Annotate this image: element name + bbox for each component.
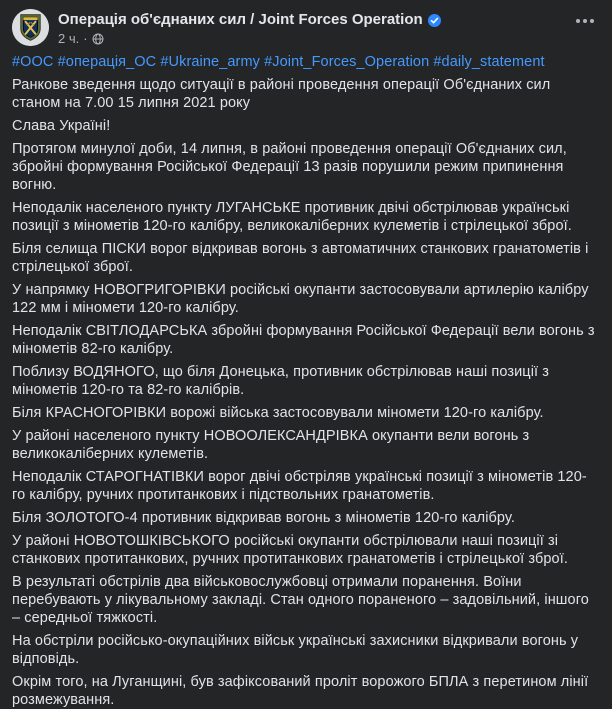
post-header [12, 9, 600, 46]
post-paragraph: Слава Україні! [12, 118, 111, 134]
post-paragraph: Біля ЗОЛОТОГО-4 противник відкривав вогонь з мінометів 120-го калібру. [12, 510, 515, 526]
globe-privacy-icon [92, 33, 104, 45]
page-name-link[interactable]: Операція об'єднаних сил / Joint Forces Operation [58, 11, 423, 28]
post-paragraph: В результаті обстрілів два військовослужбовці отримали поранення. Воїни перебувають у лікувальному закладі. Стан одного пораненого – задовільний, іншого – середньої тяжкості. [12, 574, 589, 626]
post-paragraph: Неподалік СВІТЛОДАРСЬКА збройні формування Російської Федерації вели вогонь з мінометів 82-го калібру. [12, 323, 595, 357]
post-paragraph: Неподалік СТАРОГНАТІВКИ ворог двічі обстріляв українські позиції з мінометів 120-го калібру, ручних протитанкових і підствольних гранатометів. [12, 469, 587, 503]
hashtag-line [12, 53, 600, 71]
post-paragraph: Біля КРАСНОГОРІВКИ ворожі війська застосовували міномети 120-го калібру. [12, 405, 544, 421]
post-options-button[interactable] [572, 13, 598, 29]
post-paragraph: На обстріли російсько-окупаційних військ українські захисники відкривали вогонь у відповідь. [12, 633, 579, 667]
timestamp[interactable]: 2 ч. [58, 31, 80, 46]
post-meta [58, 31, 441, 46]
post-paragraph: У районі НОВОТОШКІВСЬКОГО російські окупанти обстрілювали наші позиції зі станкових протитанкових, ручних протитанкових гранатометів і стрілецької зброї. [12, 533, 568, 567]
meta-separator: · [83, 31, 88, 46]
post-paragraph: У районі населеного пункту НОВООЛЕКСАНДРІВКА окупанти вели вогонь з великокаліберних кулеметів. [12, 428, 530, 462]
post-paragraph: Протягом минулої доби, 14 липня, в районі проведення операції Об'єднаних сил, збройні формування Російської Федерації 13 разів порушили режим припинення вогню. [12, 141, 567, 193]
dot-icon [583, 19, 587, 23]
post-paragraph: Поблизу ВОДЯНОГО, що біля Донецька, противник обстрілював наші позиції з мінометів 120-го та 82-го калібрів. [12, 364, 550, 398]
post-paragraph: Окрім того, на Луганщині, був зафіксований проліт ворожого БПЛА з перетином лінії розмежування. [12, 674, 589, 708]
post-paragraph: Неподалік населеного пункту ЛУГАНСЬКЕ противник двічі обстрілював українські позиції з мінометів 120-го калібру, великокаліберних кулеметів і стрілецької зброї. [12, 200, 572, 234]
post-paragraph: У напрямку НОВОГРИГОРІВКИ російські окупанти застосовували артилерію калібру 122 мм і міномети 120-го калібру. [12, 282, 589, 316]
post-paragraph: Ранкове зведення щодо ситуації в районі проведення операції Об'єднаних сил станом на 7.00 15 липня 2021 року [12, 77, 551, 111]
hashtag-link[interactable]: #Ukraine_army [160, 54, 260, 70]
dot-icon [576, 19, 580, 23]
header-text [58, 9, 441, 46]
post-body [12, 53, 600, 709]
verified-badge-icon [428, 14, 441, 27]
post-paragraph: Біля селища ПІСКИ ворог відкривав вогонь з автоматичних станкових гранатометів і стрілецької зброї. [12, 241, 589, 275]
hashtag-link[interactable]: #операція_ОС [57, 54, 157, 70]
hashtag-link[interactable]: #ООС [12, 54, 54, 70]
dot-icon [590, 19, 594, 23]
jfo-emblem-icon [12, 9, 49, 46]
hashtag-link[interactable]: #daily_statement [433, 54, 545, 70]
hashtag-link[interactable]: #Joint_Forces_Operation [264, 54, 430, 70]
page-avatar[interactable] [12, 9, 49, 46]
